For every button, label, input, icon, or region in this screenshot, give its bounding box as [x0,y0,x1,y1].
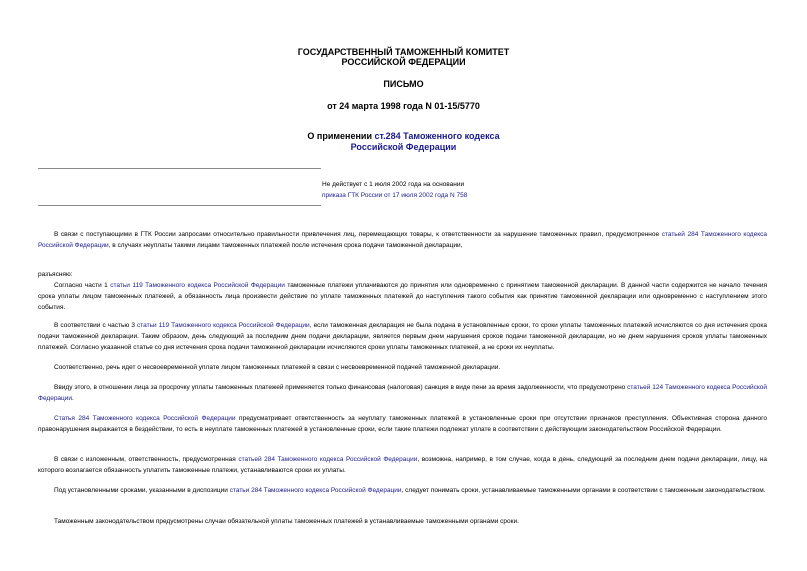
paragraph-9: Под установленными сроками, указанными в диспозиции статьи 284 Таможенного кодекса Российской Федерации, следует понимать сроки, устанавливаемые таможенными органами в соответствии с таможенным законодательством. [54,487,766,494]
paragraph-2: разъясняю: [38,271,73,278]
paragraph-6: Ввиду этого, в отношении лица за просрочку уплаты таможенных платежей применяется только финансовая (налоговая) санкция в виде пени за время задолженности, что предусмотрено статьей 124 Таможенного кодекса Российской Федерации. [38,384,767,402]
link-article-284[interactable]: статьей 284 Таможенного кодекса Российской Федерации [38,231,767,249]
status-note-line1: Не действует с 1 июля 2002 года на основании [322,181,465,188]
status-note-link[interactable]: приказа ГТК России от 17 июля 2002 года N 758 [322,192,468,199]
org-name-line2: РОССИЙСКОЙ ФЕДЕРАЦИИ [341,57,466,67]
paragraph-5: Соответственно, речь идет о несвоевременной уплате лицом таможенных платежей в связи с несвоевременной подачей таможенной декларации. [54,364,501,371]
divider-top [38,168,321,169]
paragraph-1: В связи с поступающими в ГТК России запросами относительно правильности привлечения лиц, перемещающих товары, к ответственности за нарушение таможенных правил, предусмотренное статьей 284 Таможенного кодекса Российской Федерации, в случаях неуплаты такими лицами таможенных платежей после истечения срока подачи таможенной декларации, [38,231,767,249]
paragraph-4: В соответствии с частью 3 статьи 119 Таможенного кодекса Российской Федерации, если таможенная декларация не была подана в установленные сроки, то сроки уплаты таможенных платежей исчисляются со дня истечения срока подачи таможенной декларации. Таким образом, день следующий за последним днем подачи декларации, является первым днем нарушения сроков подачи таможенной декларации, но не днем нарушения сроков уплаты таможенных платежей. Согласно указанной статье со дня истечения срока подачи таможенной декларации исчисляются сроки уплаты таможенных платежей, а не сроки их неуплаты. [38,322,768,351]
paragraph-10: Таможенным законодательством предусмотрены случаи обязательной уплаты таможенных платежей в устанавливаемые таможенными органами сроки. [54,518,519,525]
title-link-article-284[interactable]: ст.284 Таможенного кодекса [374,131,500,141]
link-article-284-liability[interactable]: статьей 284 Таможенного кодекса Российской Федерации [238,456,418,463]
doc-type: ПИСЬМО [383,79,424,89]
doc-title-prefix: О применении [307,131,375,141]
doc-date: от 24 марта 1998 года N 01-15/5770 [327,101,480,111]
org-name-line1: ГОСУДАРСТВЕННЫЙ ТАМОЖЕННЫЙ КОМИТЕТ [297,47,510,57]
link-article-124[interactable]: статьей 124 Таможенного кодекса Российской Федерации [38,384,767,402]
title-link-russian-federation[interactable]: Российской Федерации [350,142,457,152]
paragraph-8: В связи с изложенным, ответственность, предусмотренная статьей 284 Таможенного кодекса Российской Федерации, возможна, например, в том случае, когда в день, следующий за последним днем подачи декларации, лицу, на которого возлагается обязанность уплатить таможенные платежи, устанавливаются сроки их уплаты. [38,456,768,474]
link-article-284-disposition[interactable]: статьи 284 Таможенного кодекса Российской Федерации [229,487,402,494]
link-article-119-part-1[interactable]: статьи 119 Таможенного кодекса Российской Федерации [110,282,285,289]
status-note-line2 [322,190,522,201]
divider-bottom [38,205,321,206]
paragraph-7: Статья 284 Таможенного кодекса Российской Федерации предусматривает ответственность за неуплату таможенных платежей в установленные сроки при отсутствии признаков преступления. Объективная сторона данного правонарушения выражается в бездействии, то есть в неуплате таможенных платежей в установленные сроки, если такие платежи подлежат уплате в соответствии с действующим законодательством Российской Федерации. [38,415,768,433]
doc-title-line1 [0,131,807,141]
link-article-119-part-3[interactable]: статьи 119 Таможенного кодекса Российской Федерации [137,322,310,329]
link-article-284-start[interactable]: Статья 284 Таможенного кодекса Российской Федерации [54,415,236,422]
paragraph-3: Согласно части 1 статьи 119 Таможенного кодекса Российской Федерации таможенные платежи уплачиваются до принятия или одновременно с принятием таможенной декларации. В данной части содержится не начало течения срока уплаты лицом таможенных платежей, а обязанность лица произвести действие по уплате таможенных платежей до наступления такого события как принятие таможенной декларации или одновременно с наступлением этого события. [38,282,768,311]
